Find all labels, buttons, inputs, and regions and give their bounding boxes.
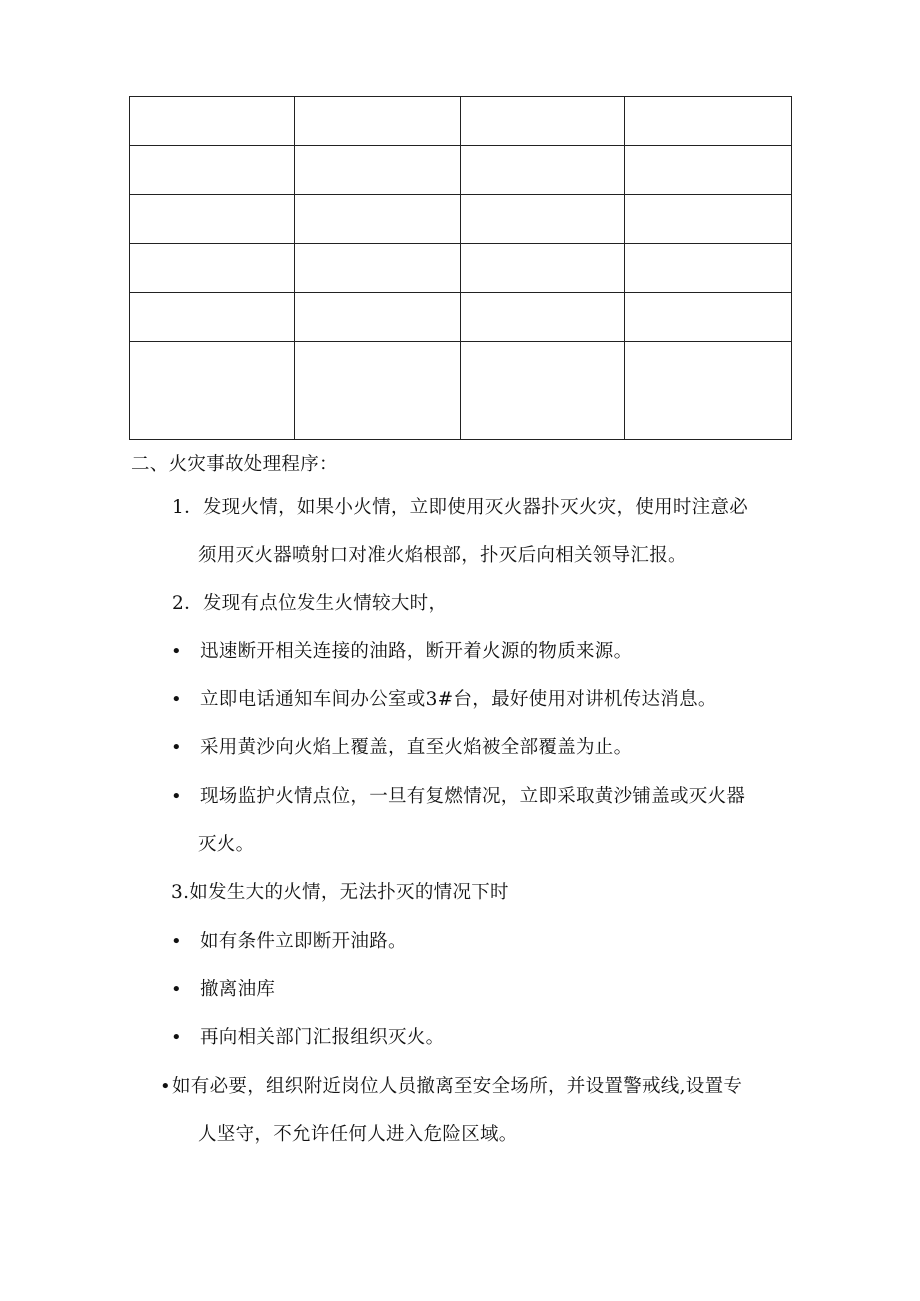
- table-row: [130, 293, 792, 342]
- table-row: [130, 195, 792, 244]
- table-cell: [625, 342, 792, 440]
- table-cell: [130, 97, 295, 146]
- blank-form-table: [129, 96, 792, 440]
- step2-bullet-4: 现场监护火情点位，一旦有复燃情况，立即采取黄沙铺盖或灭火器: [200, 786, 746, 807]
- table-cell: [461, 293, 625, 342]
- step1-line2: 须用灭火器喷射口对准火焰根部，扑灭后向相关领导汇报。: [198, 545, 687, 566]
- table-cell: [295, 195, 461, 244]
- table-cell: [130, 293, 295, 342]
- section-heading: 二、火灾事故处理程序：: [131, 454, 338, 475]
- step1-line1: 1．发现火情，如果小火情，立即使用灭火器扑灭火灾，使用时注意必: [172, 497, 749, 518]
- table-cell: [295, 342, 461, 440]
- table-cell: [461, 195, 625, 244]
- table-cell: [130, 195, 295, 244]
- bullet-marker: •: [171, 737, 182, 758]
- table-cell: [130, 146, 295, 195]
- step2-bullet-3: 采用黄沙向火焰上覆盖，直至火焰被全部覆盖为止。: [200, 737, 633, 758]
- table-cell: [625, 244, 792, 293]
- table-cell: [461, 342, 625, 440]
- step2-heading: 2．发现有点位发生火情较大时，: [172, 593, 448, 614]
- table-cell: [295, 293, 461, 342]
- table-cell: [461, 146, 625, 195]
- step3-bullet-3: 再向相关部门汇报组织灭火。: [200, 1027, 445, 1048]
- table-cell: [295, 244, 461, 293]
- bullet-marker: •: [160, 1076, 171, 1097]
- final-line1: 如有必要，组织附近岗位人员撤离至安全场所，并设置警戒线,设置专: [172, 1076, 743, 1097]
- table-cell: [130, 342, 295, 440]
- table-cell: [625, 293, 792, 342]
- step2-bullet-4-cont: 灭火。: [198, 834, 255, 855]
- table-row: [130, 97, 792, 146]
- table-cell: [130, 244, 295, 293]
- bullet-marker: •: [171, 931, 182, 952]
- bullet-marker: •: [171, 641, 182, 662]
- table-row: [130, 342, 792, 440]
- table-cell: [295, 146, 461, 195]
- bullet-marker: •: [171, 1027, 182, 1048]
- table-cell: [295, 97, 461, 146]
- step2-bullet-1: 迅速断开相关连接的油路，断开着火源的物质来源。: [200, 641, 633, 662]
- bullet-marker: •: [171, 689, 182, 710]
- table-row: [130, 244, 792, 293]
- table-cell: [625, 195, 792, 244]
- bullet-marker: •: [171, 786, 182, 807]
- bullet-marker: •: [171, 979, 182, 1000]
- table-cell: [625, 146, 792, 195]
- step3-bullet-1: 如有条件立即断开油路。: [200, 931, 407, 952]
- table-cell: [461, 244, 625, 293]
- table-row: [130, 146, 792, 195]
- step3-heading: 3.如发生大的火情，无法扑灭的情况下时: [171, 882, 509, 903]
- final-line2: 人坚守，不允许任何人进入危险区域。: [198, 1124, 518, 1145]
- step3-bullet-2: 撤离油库: [200, 979, 276, 1000]
- step2-bullet-2: 立即电话通知车间办公室或3#台，最好使用对讲机传达消息。: [200, 689, 717, 710]
- table-cell: [625, 97, 792, 146]
- table-cell: [461, 97, 625, 146]
